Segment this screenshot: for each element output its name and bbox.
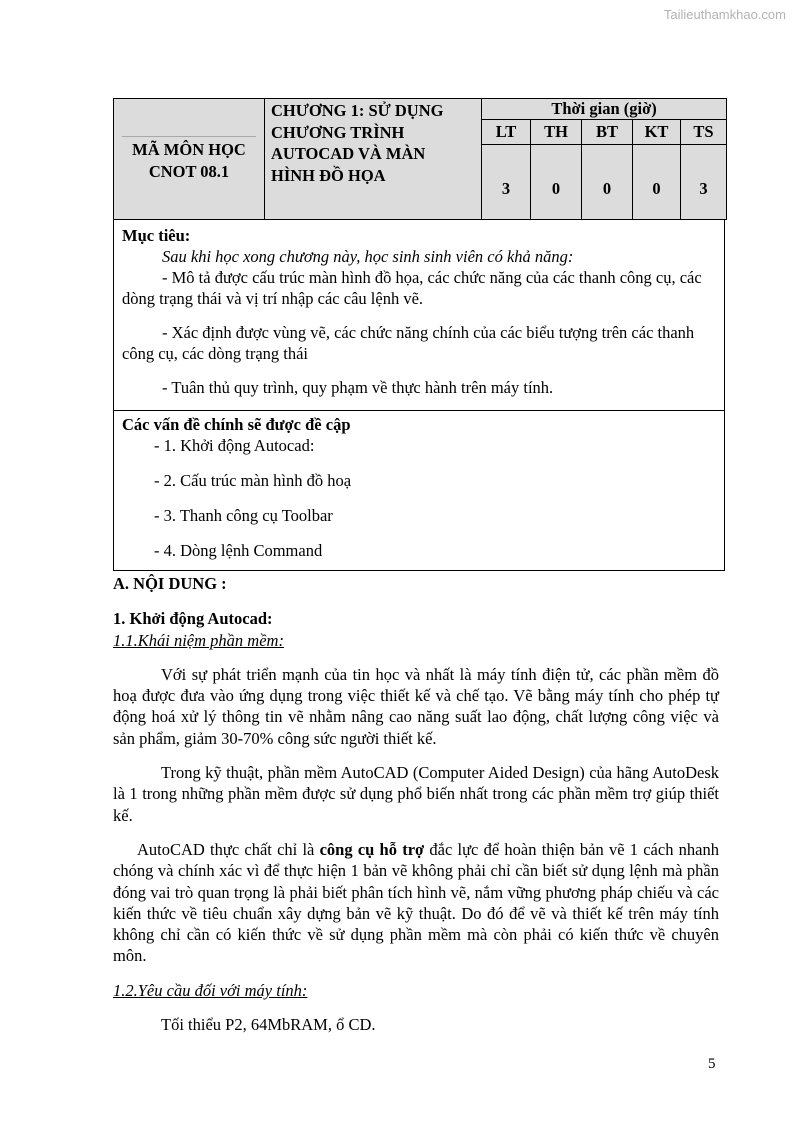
paragraph: Tối thiểu P2, 64MbRAM, ổ CD. bbox=[161, 1015, 376, 1035]
time-col-th: TH bbox=[531, 120, 582, 145]
time-title: Thời gian (giờ) bbox=[482, 99, 727, 120]
content-section bbox=[113, 573, 719, 1035]
subsection-title: 1.2.Yêu cầu đối với máy tính: bbox=[113, 980, 308, 1000]
objective-item: - Tuân thủ quy trình, quy phạm về thực hành trên máy tính. bbox=[162, 378, 554, 397]
chapter-title-cell bbox=[265, 99, 482, 220]
chapter-title-line: CHƯƠNG TRÌNH bbox=[271, 122, 405, 142]
topics-box bbox=[113, 410, 725, 571]
time-col-bt: BT bbox=[582, 120, 633, 145]
time-value-lt: 3 bbox=[482, 145, 531, 220]
emphasis-text: công cụ hỗ trợ bbox=[319, 839, 425, 859]
paragraph bbox=[113, 839, 719, 967]
paragraph-text: đắc lực để hoàn thiện bản vẽ 1 cách nhanh chóng và chính xác vì để thực hiện 1 bản vẽ không phải chỉ cần biết sử dụng lệnh mà phần đóng vai trò quan trọng là phải biết phân tích hình vẽ, nắm vững phương pháp chiếu và các kiến thức về tiêu chuẩn xây dựng bản vẽ kỹ thuật. Do đó để vẽ và thiết kế trên máy tính không chỉ cần có kiến thức về sử dụng phần mềm mà còn phải có kiến thức về chuyên môn. bbox=[113, 839, 719, 966]
chapter-title-line: HÌNH ĐỒ HỌA bbox=[271, 165, 386, 185]
objective-item: - Xác định được vùng vẽ, các chức năng chính của các biểu tượng trên các thanh công cụ, các dòng trạng thái bbox=[122, 323, 695, 363]
course-code-label: MÃ MÔN HỌC bbox=[132, 140, 246, 159]
course-header-table bbox=[113, 98, 727, 220]
time-value-ts: 3 bbox=[681, 145, 727, 220]
topic-item: - 1. Khởi động Autocad: bbox=[154, 436, 315, 455]
time-value-kt: 0 bbox=[633, 145, 681, 220]
watermark: Tailieuthamkhao.com bbox=[663, 7, 786, 22]
topic-item: - 2. Cấu trúc màn hình đồ hoạ bbox=[154, 471, 352, 490]
chapter-title-line: CHƯƠNG 1: SỬ DỤNG bbox=[271, 101, 444, 120]
sub-heading: 1. Khởi động Autocad: bbox=[113, 609, 273, 629]
course-code: CNOT 08.1 bbox=[148, 162, 230, 181]
objectives-box bbox=[113, 219, 725, 411]
time-value-th: 0 bbox=[531, 145, 582, 220]
subsection-title: 1.1.Khái niệm phần mềm: bbox=[113, 630, 284, 650]
time-value-bt: 0 bbox=[582, 145, 633, 220]
time-col-lt: LT bbox=[482, 120, 531, 145]
chapter-title-line: AUTOCAD VÀ MÀN bbox=[271, 144, 426, 163]
topics-title: Các vấn đề chính sẽ được đề cập bbox=[122, 415, 351, 434]
paragraph: Trong kỹ thuật, phần mềm AutoCAD (Computer Aided Design) của hãng AutoDesk là 1 trong những phần mềm được sử dụng phổ biến nhất trong các phần mềm trợ giúp thiết kế. bbox=[113, 763, 719, 825]
topic-item: - 4. Dòng lệnh Command bbox=[154, 541, 323, 560]
paragraph: Với sự phát triển mạnh của tin học và nhất là máy tính điện tử, các phần mềm đồ hoạ được đưa vào ứng dụng trong việc thiết kế và chế tạo. Vẽ bằng máy tính cho phép tự động hoá xử lý thông tin vẽ nhằm nâng cao năng suất lao động, chất lượng công việc và sản phẩm, giảm 30-70% công sức người thiết kế. bbox=[113, 664, 719, 748]
objectives-title: Mục tiêu: bbox=[122, 226, 191, 245]
objective-item: - Mô tả được cấu trúc màn hình đồ họa, các chức năng của các thanh công cụ, các dòng trạng thái và vị trí nhập các câu lệnh vẽ. bbox=[122, 268, 702, 308]
paragraph-text: AutoCAD thực chất chỉ là bbox=[137, 839, 320, 859]
time-col-kt: KT bbox=[633, 120, 681, 145]
section-heading: A. NỘI DUNG : bbox=[113, 574, 227, 593]
time-col-ts: TS bbox=[681, 120, 727, 145]
topic-item: - 3. Thanh công cụ Toolbar bbox=[154, 506, 333, 525]
course-code-cell bbox=[114, 99, 265, 220]
objectives-intro: Sau khi học xong chương này, học sinh sinh viên có khả năng: bbox=[162, 247, 574, 266]
page-number: 5 bbox=[708, 1056, 716, 1072]
